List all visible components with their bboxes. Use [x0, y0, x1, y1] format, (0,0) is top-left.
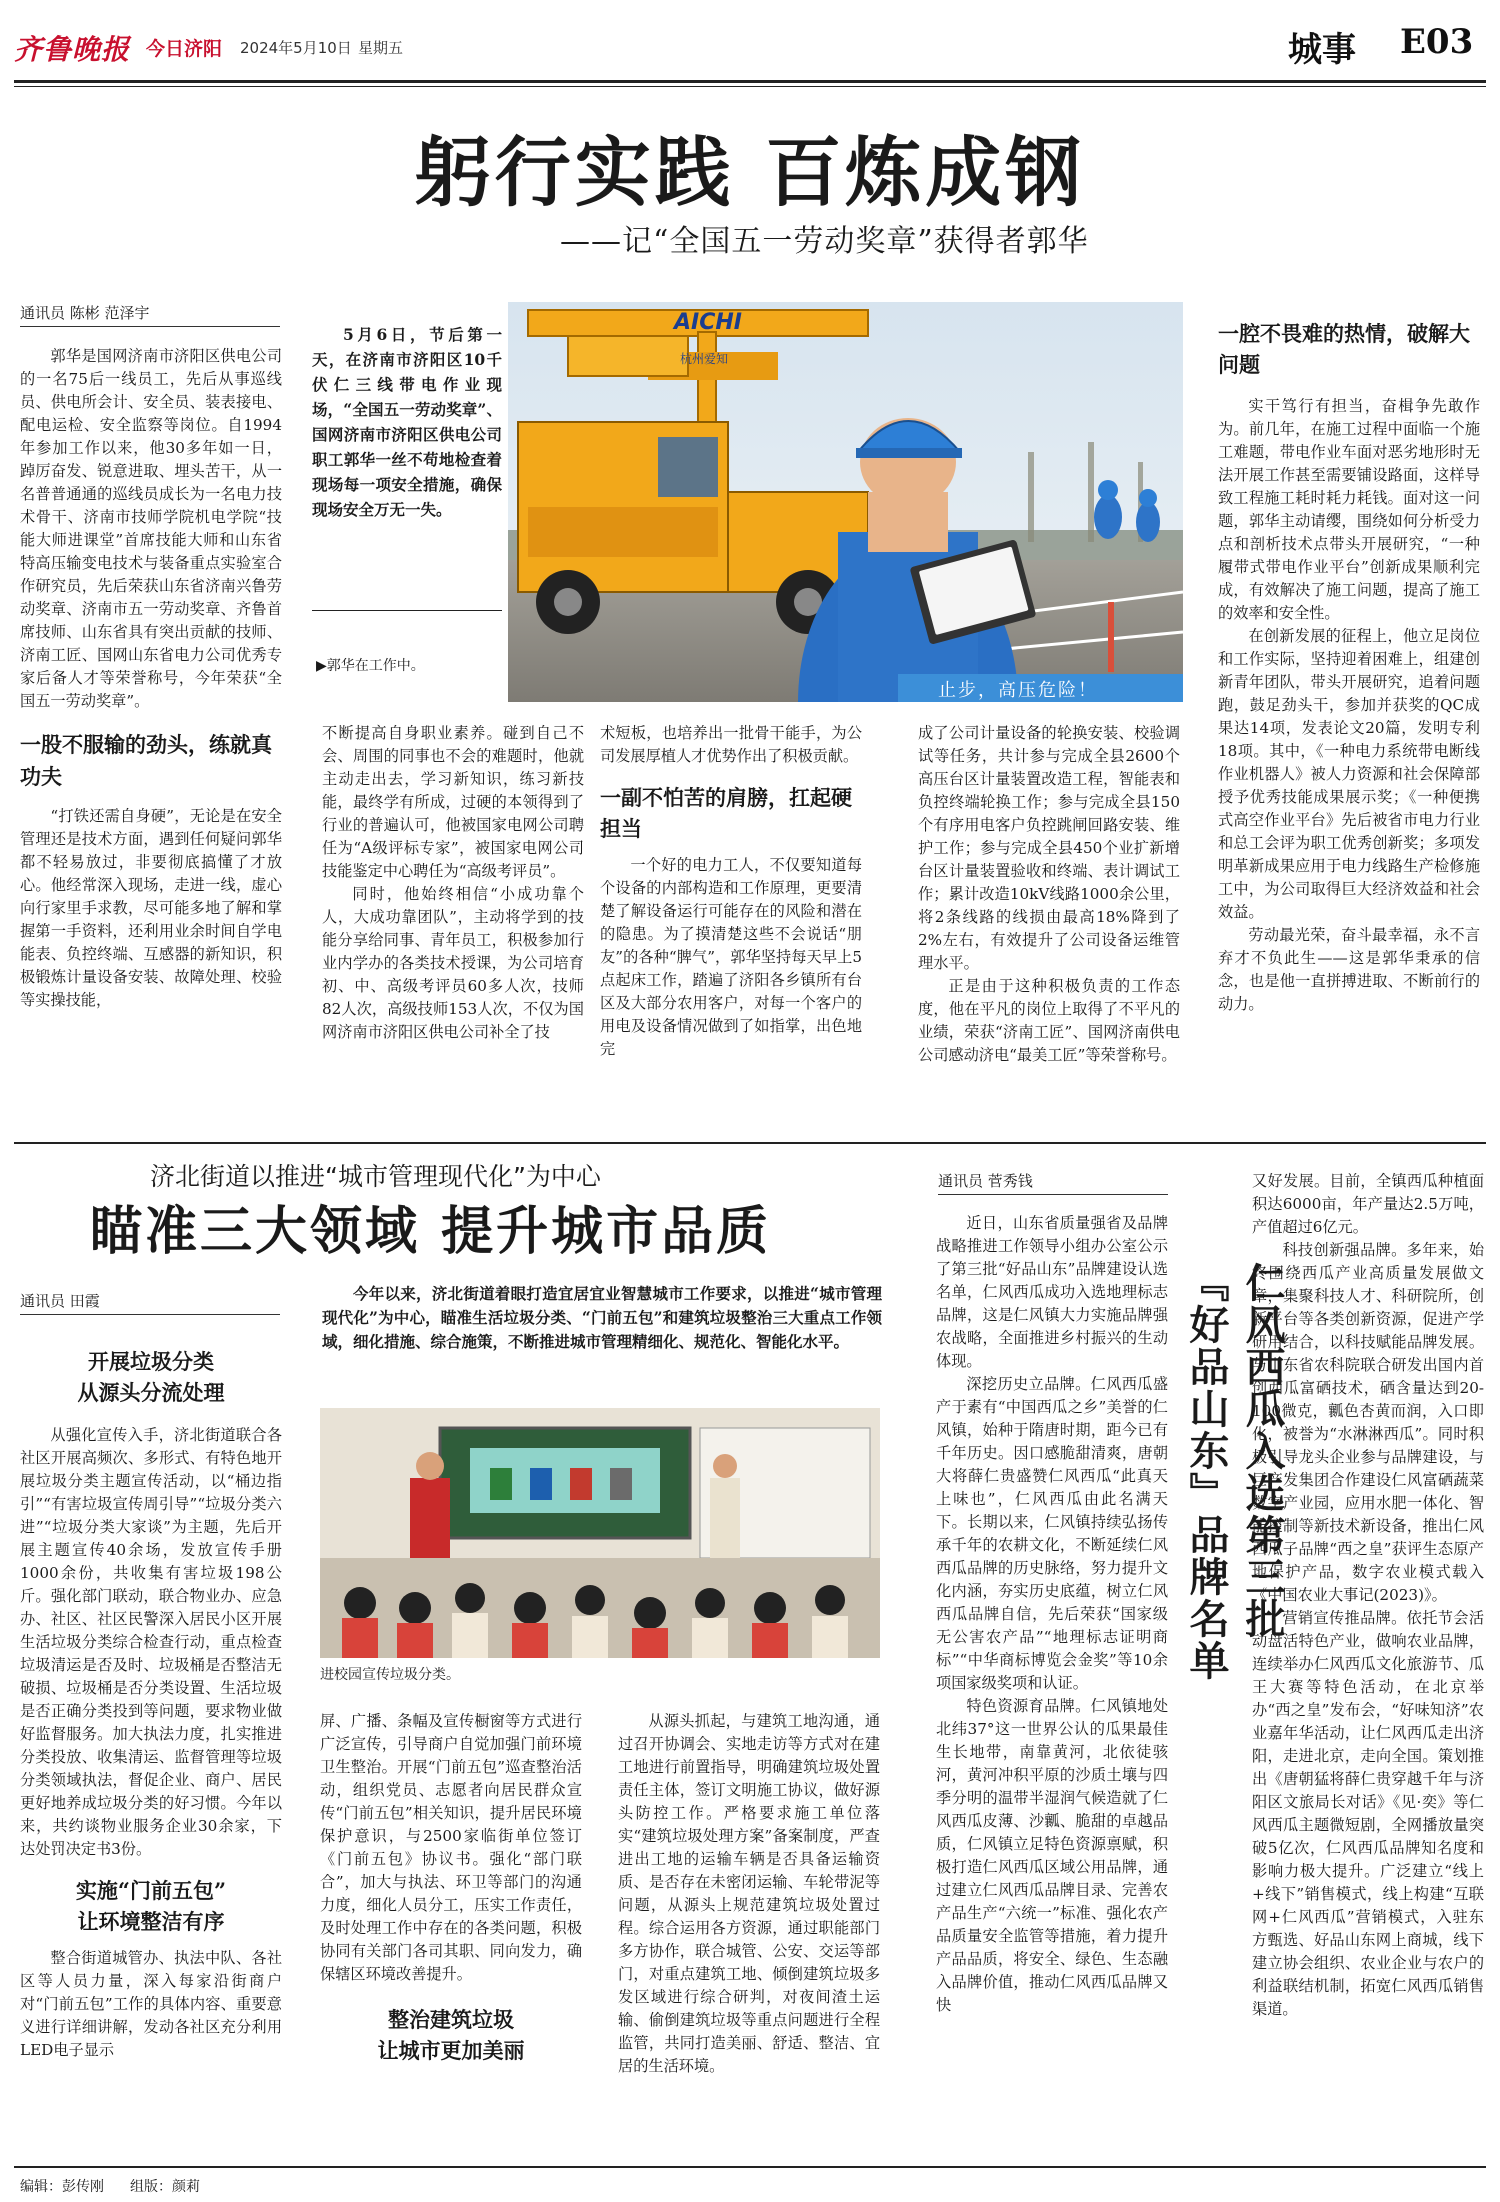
truck-brand-label: AICHI [674, 310, 742, 335]
article2-col2: 屏、广播、条幅及宣传橱窗等方式进行广泛宣传，引导商户自觉加强门前环境卫生整治。开展“门前五包”巡查整治活动，组织党员、志愿者向居民群众宣传“门前五包”相关知识，提升居民环境保护意识，与2500家临街单位签订《门前五包》协议书。强化“部门联合”，加大与执法、环卫等部门的沟通力度，细化人员分工，压实工作责任，及时处理工作中存在的各类问题，积极协同有关部门各司其职、同向发力，确保辖区环境改善提升。 整治建筑垃圾 让城市更加美丽 [320, 1710, 582, 2140]
masthead [0, 0, 1500, 72]
article2-photo [320, 1408, 880, 1658]
article1-subhead-1: 一股不服输的劲头，练就真功夫 [20, 732, 272, 789]
fence-warning-sign: 止步，高压危险！ [938, 680, 1098, 701]
article1-col3: 术短板，也培养出一批骨干能手，为公司发展厚植人才优势作出了积极贡献。 一副不怕苦的肩膀，扛起硬担当 一个好的电力工人，不仅要知道每个设备的内部构造和工作原理，更要清楚了解设备运行可能存在的风险和潜在的隐患。为了摸清楚这些不会说话“朋友”的各种“脾气”，郭华坚持每天早上5点起床工作，踏遍了济阳各乡镇所有台区及大部分农用客户，对每一个客户的用电及设备情况做到了如指掌，出色地完 [600, 724, 862, 1058]
article2-kicker: 济北街道以推进“城市管理现代化”为中心 [150, 1162, 601, 1191]
footer-editor: 编辑：彭传刚 [20, 2179, 104, 2195]
article1-photo-caption-short: ▶郭华在工作中。 [316, 658, 425, 674]
truck-brand-sub: 杭州爱知 [680, 352, 729, 366]
article2-col3: 从源头抓起，与建筑工地沟通，通过召开协调会、实地走访等方式对在建工地进行前置指导，明确建筑垃圾处置责任主体，签订文明施工协议，做好源头防控工作。严格要求施工单位落实“建筑垃圾处理方案”备案制度，严查进出工地的运输车辆是否具备运输资质、是否存在未密闭运输、车轮带泥等问题，从源头上规范建筑垃圾处置过程。综合运用各方资源，通过职能部门多方协作，联合城管、公安、交运等部门，对重点建筑工地、倾倒建筑垃圾多发区域进行综合研判，对夜间渣土运输、偷倒建筑垃圾等重点问题进行全程监管，共同打造美丽、舒适、整洁、宜居的生活环境。 [618, 1712, 880, 2075]
article2-lead: 今年以来，济北街道着眼打造宜居宜业智慧城市工作要求，以推进“城市管理现代化”为中心，瞄准生活垃圾分类、“门前五包”和建筑垃圾整治三大重点工作领域，细化措施、综合施策，不断推进城市管理精细化、规范化、智能化水平。 [322, 1284, 882, 1351]
article1-col1: 郭华是国网济南市济阳区供电公司的一名75后一线员工，先后从事巡线员、供电所会计、安全员、装表接电、配电运检、安全监察等岗位。自1994年参加工作以来，他30多年如一日，踔厉奋发、锐意进取、埋头苦干，从一名普普通通的巡线员成长为一名电力技术骨干、济南市技师学院机电学院“技能大师进课堂”首席技能大师和山东省特高压输变电技术与装备重点实验室合作研究员，先后荣获山东省济南兴鲁劳动奖章、济南市五一劳动奖章、齐鲁首席技师、山东省具有突出贡献的技师、济南工匠、国网山东省电力公司优秀专家后备人才等荣誉称号，今年荣获“全国五一劳动奖章”。 一股不服输的劲头，练就真功夫 “打铁还需自身硬”，无论是在安全管理还是技术方面，遇到任何疑问郭华都不轻易放过，非要彻底搞懂了才放心。他经常深入现场，走进一线，虚心向行家里手求教，尽可能多地了解和掌握第一手资料，还利用业余时间自学电能表、负控终端、互感器的新知识，积极锻炼计量设备安装、故障处理、校验等实操技能， [20, 347, 282, 1009]
article3-col2: 又好发展。目前，全镇西瓜种植面积达6000亩，年产量达2.5万吨，产值超过6亿元。 科技创新强品牌。多年来，始终围绕西瓜产业高质量发展做文章，集聚科技人才、科研院所，创新平台等各类创新资源，促进产学研用结合，以科技赋能品牌发展。与山东省农科院联合研发出国内首创西瓜富硒技术，硒含量达到20-100微克，瓤色杏黄而润，入口即化，被誉为“水淋淋西瓜”。同时积极引导龙头企业参与品牌建设，与巨产发集团合作建设仁风富硒蔬菜数字产业园，应用水肥一体化、智能控制等新技术新设备，推出仁风西瓜子品牌“西之皇”获评生态原产地保护产品，数字农业模式载入《中国农业大事记(2023)》。 营销宣传推品牌。依托节会活动盘活特色产业，做响农业品牌，连续举办仁风西瓜文化旅游节、瓜王大赛等特色活动，在北京举办“西之皇”发布会，“好味知济”农业嘉年华活动，让仁风西瓜走出济阳，走进北京，走向全国。策划推出《唐朝猛将薛仁贵穿越千年与济阳区文旅局长对话》《见·奕》等仁风西瓜主题微短剧，全网播放量突破5亿次，仁风西瓜品牌知名度和影响力极大提升。广泛建立“线上+线下”销售模式，线上构建“互联网+仁风西瓜”营销模式，入驻东方甄选、好品山东网上商城，线下建立协会组织、农业企业与农户的利益联结机制，拓宽仁风西瓜销售渠道。 [1252, 1172, 1484, 2018]
article1-col5: 实干笃行有担当，奋楫争先敢作为。前几年，在施工过程中面临一个施工难题，带电作业车面对恶劣地形时无法开展工作甚至需要铺设路面，这样导致工程施工耗时耗力耗钱。面对这一问题，郭华主动请缨，围绕如何分析受力点和剖析技术点带头开展研究，“一种履带式带电作业平台”创新成果顺利完成，有效解决了施工问题，提高了施工的效率和安全性。 在创新发展的征程上，他立足岗位和工作实际，坚持迎着困难上，组建创新青年团队，带头开展研究，追着问题跑，鼓足劲头干，参加并获奖的QC成果达14项，发表论文20篇，发明专利18项。其中，《一种电力系统带电断线作业机器人》被人力资源和社会保障部授予优秀技能成果展示奖；《一种便携式高空作业平台》先后被省市电力行业和总工会评为职工优秀创新奖；多项发明革新成果应用于电力线路生产检修施工中，为公司取得巨大经济效益和社会效益。 劳动最光荣，奋斗最幸福，永不言弃才不负此生——这是郭华秉承的信念，也是他一直拼搏进取、不断前行的动力。 [1218, 397, 1480, 1013]
issue-date: 2024年5月10日 [240, 39, 352, 57]
caption-rule [312, 610, 502, 611]
paper-logo: 齐鲁晚报 [14, 33, 131, 66]
article1-title: 躬行实践 百炼成钢 [414, 128, 1086, 217]
classroom-illustration [320, 1408, 880, 1658]
article1-photo [508, 302, 1183, 702]
footer-rule [14, 2166, 1486, 2168]
article3-title: 仁风西瓜入选第三批『好品山东』品牌名单 [1183, 1262, 1286, 1682]
issue-weekday: 星期五 [358, 39, 404, 57]
article2-photo-caption: 进校园宣传垃圾分类。 [320, 1667, 460, 1683]
article2-title: 瞄准三大领域 提升城市品质 [90, 1201, 772, 1262]
article2-byline: 通讯员 田霞 [20, 1290, 280, 1315]
article3-byline: 通讯员 菅秀钱 [938, 1170, 1168, 1195]
article1-byline: 通讯员 陈彬 范泽宇 [20, 302, 280, 327]
article1-bottom-rule [14, 1142, 1486, 1144]
article1-subtitle: ——记“全国五一劳动奖章”获得者郭华 [560, 224, 1089, 259]
article1-photo-caption: 5月6日，节后第一天，在济南市济阳区10千伏仁三线带电作业现场，“全国五一劳动奖章”、国网济南市济阳区供电公司职工郭华一丝不苟地检查着现场每一项安全措施，确保现场安全万无一失。 [312, 325, 502, 519]
masthead-rule [14, 80, 1486, 83]
edition-label: 今日济阳 [146, 38, 223, 60]
section-name: 城事 [1288, 30, 1356, 70]
article1-subhead-3: 一腔不畏难的热情，破解大问题 [1218, 321, 1470, 377]
article2-subhead-3: 整治建筑垃圾 让城市更加美丽 [377, 2007, 525, 2063]
article2-col1: 从强化宣传入手，济北街道联合各社区开展高频次、多形式、有特色地开展垃圾分类主题宣传活动，以“桶边指引”“有害垃圾宣传周引导”“垃圾分类六进”“垃圾分类大家谈”为主题，先后开展主题宣传40余场，发放宣传手册1000余份，共收集有害垃圾198公斤。强化部门联动，联合物业办、应急办、社区、社区民警深入居民小区开展生活垃圾分类综合检查行动，重点检查垃圾清运是否及时、垃圾桶是否整洁无破损、垃圾桶是否分类设置、生活垃圾是否正确分类投到等问题，要求物业做好监督服务。加大执法力度，扎实推进分类投放、收集清运、监督管理等垃圾分类领域执法，督促企业、商户、居民更好地养成垃圾分类的好习惯。今年以来，共约谈物业服务企业30余家，下达处罚决定书3份。 实施“门前五包” 让环境整洁有序 整合街道城管办、执法中队、各社区等人员力量，深入每家沿街商户对“门前五包”工作的具体内容、重要意义进行详细讲解，发动各社区充分利用LED电子显示 [20, 1426, 282, 2059]
article3-col1: 近日，山东省质量强省及品牌战略推进工作领导小组办公室公示了第三批“好品山东”品牌建设认选名单，仁风西瓜成功入选地理标志品牌，这是仁风镇大力实施品牌强农战略，全面推进乡村振兴的生动体现。 深挖历史立品牌。仁风西瓜盛产于素有“中国西瓜之乡”美誉的仁风镇，始种于隋唐时期，距今已有千年历史。因口感脆甜清爽，唐朝大将薛仁贵盛赞仁风西瓜“此真天上味也”，仁风西瓜由此名满天下。长期以来，仁风镇持续弘扬传承千年的农耕文化，不断延续仁风西瓜品牌的历史脉络，努力提升文化内涵，夯实历史底蕴，树立仁风西瓜品牌自信，先后荣获“国家级无公害农产品”“地理标志证明商标”“中华商标博览会金奖”等10余项国家级奖项和认证。 特色资源育品牌。仁风镇地处北纬37°这一世界公认的瓜果最佳生长地带，南靠黄河，北依徒骇河，黄河冲积平原的沙质土壤与四季分明的温带半湿润气候造就了仁风西瓜皮薄、沙瓤、脆甜的卓越品质，仁风镇立足特色资源禀赋，积极打造仁风西瓜区域公用品牌，通过建立仁风西瓜品牌目录、完善农产品生产“六统一”标准、强化农产品质量安全监管等措施，着力提升产品品质，将安全、绿色、生态融入品牌价值，推动仁风西瓜品牌又快 [936, 1214, 1168, 2014]
article1-subhead-2: 一副不怕苦的肩膀，扛起硬担当 [600, 785, 852, 841]
article2-subhead-2: 实施“门前五包” 让环境整洁有序 [75, 1878, 227, 1934]
masthead-rule-thin [14, 86, 1486, 87]
article1-col4: 成了公司计量设备的轮换安装、校验调试等任务，共计参与完成全县2600个高压台区计量装置改造工程，智能表和负控终端轮换工作；参与完成全县150个有序用电客户负控跳闸回路安装、维护工作；参与完成全县450个业扩新增台区计量装置验收和终端、表计调试工作；累计改造10kV线路1000余公里，将2条线路的线损由最高18%降到了2%左右，有效提升了公司设备运维管理水平。 正是由于这种积极负责的工作态度，他在平凡的岗位上取得了不平凡的业绩，荣获“济南工匠”、国网济南供电公司感动济电“最美工匠”等荣誉称号。 [918, 724, 1180, 1064]
article1-col2: 不断提高自身职业素养。碰到自己不会、周围的同事也不会的难题时，他就主动走出去，学习新知识，练习新技能，最终学有所成，过硬的本领得到了行业的普遍认可，他被国家电网公司聘任为“A级评标专家”，被国家电网公司技能鉴定中心聘任为“高级考评员”。 同时，他始终相信“小成功靠个人，大成功靠团队”，主动将学到的技能分享给同事、青年员工，积极参加行业内学办的各类技术授课，为公司培育初、中、高级考评员60多人次，技师82人次，高级技师153人次，不仅为国网济南市济阳区供电公司补全了技 [322, 724, 584, 1041]
page-number: E03 [1400, 22, 1474, 62]
footer-layout: 组版：颜莉 [130, 2179, 200, 2195]
article2-subhead-1: 开展垃圾分类 从源头分流处理 [77, 1349, 225, 1405]
worker-with-truck-illustration [508, 302, 1183, 702]
